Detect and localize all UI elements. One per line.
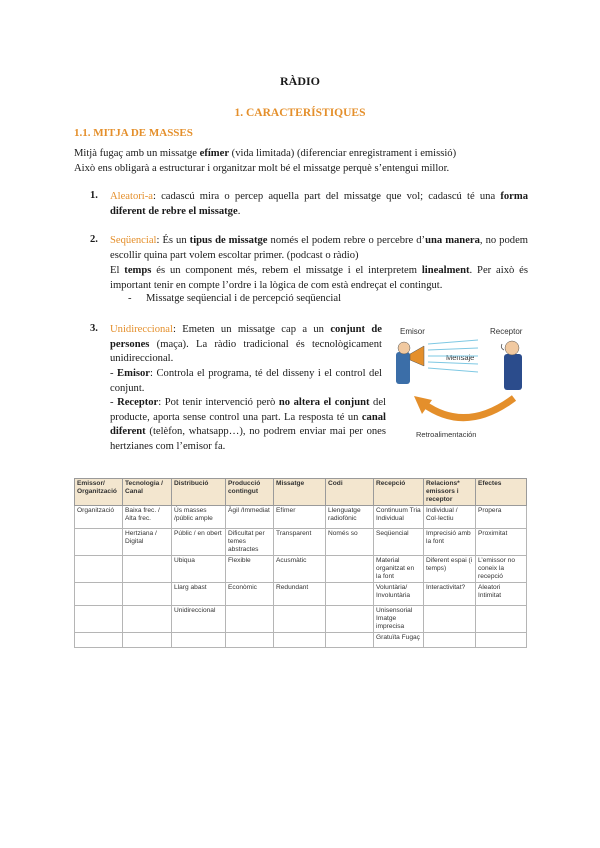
table-cell — [75, 583, 123, 606]
feedback-arrow-icon — [414, 396, 514, 418]
emisor-figure-icon — [396, 342, 424, 384]
table-cell — [123, 633, 172, 648]
table-cell: Efímer — [274, 506, 326, 529]
table-cell — [326, 606, 374, 633]
table-cell — [75, 633, 123, 648]
table-cell: Baixa frec. / Alta frec. — [123, 506, 172, 529]
table-cell — [226, 606, 274, 633]
table-cell: Material organitzat en la font — [374, 556, 424, 583]
table-row — [75, 506, 527, 529]
item-2-bullet: Missatge seqüencial i de percepció seqüencial — [146, 293, 342, 304]
table-cell: Acusmàtic — [274, 556, 326, 583]
table-cell: Llarg abast — [172, 583, 226, 606]
table-cell: Interactivitat? — [424, 583, 476, 606]
table-header-cell: Tecnologia / Canal — [123, 479, 172, 506]
table-cell: Diferent espai (i temps) — [424, 556, 476, 583]
table-cell: Organització — [75, 506, 123, 529]
characteristics-table — [74, 478, 527, 648]
item-2-number: 2. — [90, 234, 98, 245]
table-cell: Flexible — [226, 556, 274, 583]
diagram-emisor-label: Emisor — [400, 327, 425, 336]
table-cell: Ús masses /públic ample — [172, 506, 226, 529]
receptor-figure-icon — [501, 341, 522, 390]
table-header-cell: Efectes — [476, 479, 527, 506]
bullet-dash: - — [128, 293, 132, 304]
table-cell — [123, 583, 172, 606]
table-cell — [476, 606, 527, 633]
table-cell — [123, 606, 172, 633]
item-2-text: Seqüencial: És un tipus de missatge només el podem rebre o percebre d’una manera, no podem escollir quina part volem escoltar primer. (podcast o ràdio) — [110, 235, 529, 261]
table-row — [75, 606, 527, 633]
table-cell — [424, 633, 476, 648]
item-3-number: 3. — [90, 323, 98, 334]
table-cell: Gratuïta Fugaç — [374, 633, 424, 648]
table-row — [75, 529, 527, 556]
communication-diagram — [392, 322, 532, 444]
table-cell: Aleatori Intimitat — [476, 583, 527, 606]
table-header-cell: Distribució — [172, 479, 226, 506]
table-header-cell: Emissor/ Organització — [75, 479, 123, 506]
table-header-cell: Codi — [326, 479, 374, 506]
table-header-cell: Missatge — [274, 479, 326, 506]
table-cell: Propera — [476, 506, 527, 529]
table-cell — [326, 556, 374, 583]
table-row — [75, 633, 527, 648]
table-cell: Àgil /Immediat — [226, 506, 274, 529]
table-header-cell: Producció contingut — [226, 479, 274, 506]
diagram-receptor-label: Receptor — [490, 327, 523, 336]
table-cell — [326, 583, 374, 606]
table-cell: Imprecisió amb la font — [424, 529, 476, 556]
table-cell: Seqüencial — [374, 529, 424, 556]
table-row — [75, 583, 527, 606]
table-header-cell: Relacions* emissors i receptor — [424, 479, 476, 506]
table-cell: Transparent — [274, 529, 326, 556]
item-3-emisor: - Emisor: Controla el programa, té del disseny i el control del conjunt. — [110, 368, 382, 394]
item-3-text: Unidireccional: Emeten un missatge cap a un conjunt de persones (maça). La ràdio tradicional és tecnològicament unidireccional. — [110, 324, 382, 364]
table-cell — [172, 633, 226, 648]
item-2-paragraph: El temps és un component més, rebem el missatge i el interpretem linealment. Per això és important tenir en compte l’ordre i la lògica de com està endreçat el contingut. — [110, 265, 529, 291]
table-cell — [326, 633, 374, 648]
table-cell: Econòmic — [226, 583, 274, 606]
table-cell: Dificultat per temes abstractes — [226, 529, 274, 556]
table-cell: Hertziana / Digital — [123, 529, 172, 556]
table-cell: Només so — [326, 529, 374, 556]
table-cell — [424, 606, 476, 633]
table-cell: Llenguatge radiofònic — [326, 506, 374, 529]
broadcast-lines-icon — [428, 340, 478, 372]
page-title: RÀDIO — [279, 74, 320, 88]
item-1-number: 1. — [90, 190, 98, 201]
table-cell — [75, 529, 123, 556]
section-heading: 1. CARACTERÍSTIQUES — [234, 107, 366, 119]
table-cell: Proximitat — [476, 529, 527, 556]
item-3-receptor: - Receptor: Pot tenir intervenció però no altera el conjunt del producte, aporta sense control una part. La resposta té un canal diferent (telèfon, whatsapp…), no podrem enviar mai per ones hertzianes com l’emisor fa. — [110, 397, 386, 452]
table-cell: Unidireccional — [172, 606, 226, 633]
table-cell: Públic / en obert — [172, 529, 226, 556]
item-1-text: Aleatori-a: cadascú mira o percep aquella part del missatge que vol; cadascú té una forma diferent de rebre el missatge. — [110, 191, 528, 217]
table-cell: Ubiqua — [172, 556, 226, 583]
table-cell — [476, 633, 527, 648]
table-cell — [123, 556, 172, 583]
intro-line-1: Mitjà fugaç amb un missatge efímer (vida limitada) (diferenciar enregistrament i emissió) — [74, 148, 457, 159]
table-cell — [75, 556, 123, 583]
table-cell — [274, 606, 326, 633]
table-cell: Continuum Tria Individual — [374, 506, 424, 529]
table-cell — [226, 633, 274, 648]
intro-line-2: Això ens obligarà a estructurar i organitzar molt bé el missatge perquè s’entengui millor. — [74, 163, 450, 174]
table-cell — [75, 606, 123, 633]
table-cell: Voluntària/ Involuntària — [374, 583, 424, 606]
table-cell: Unisensorial Imatge imprecisa — [374, 606, 424, 633]
diagram-retro-label: Retroalimentación — [416, 430, 477, 439]
table-cell: Individual / Col·lectiu — [424, 506, 476, 529]
subsection-heading: 1.1. MITJA DE MASSES — [74, 127, 193, 139]
diagram-mensaje-label: Mensaje — [446, 353, 475, 362]
table-cell — [274, 633, 326, 648]
table-header-row — [75, 479, 527, 506]
table-cell: L’emissor no coneix la recepció — [476, 556, 527, 583]
table-header-cell: Recepció — [374, 479, 424, 506]
table-row — [75, 556, 527, 583]
table-cell: Redundant — [274, 583, 326, 606]
